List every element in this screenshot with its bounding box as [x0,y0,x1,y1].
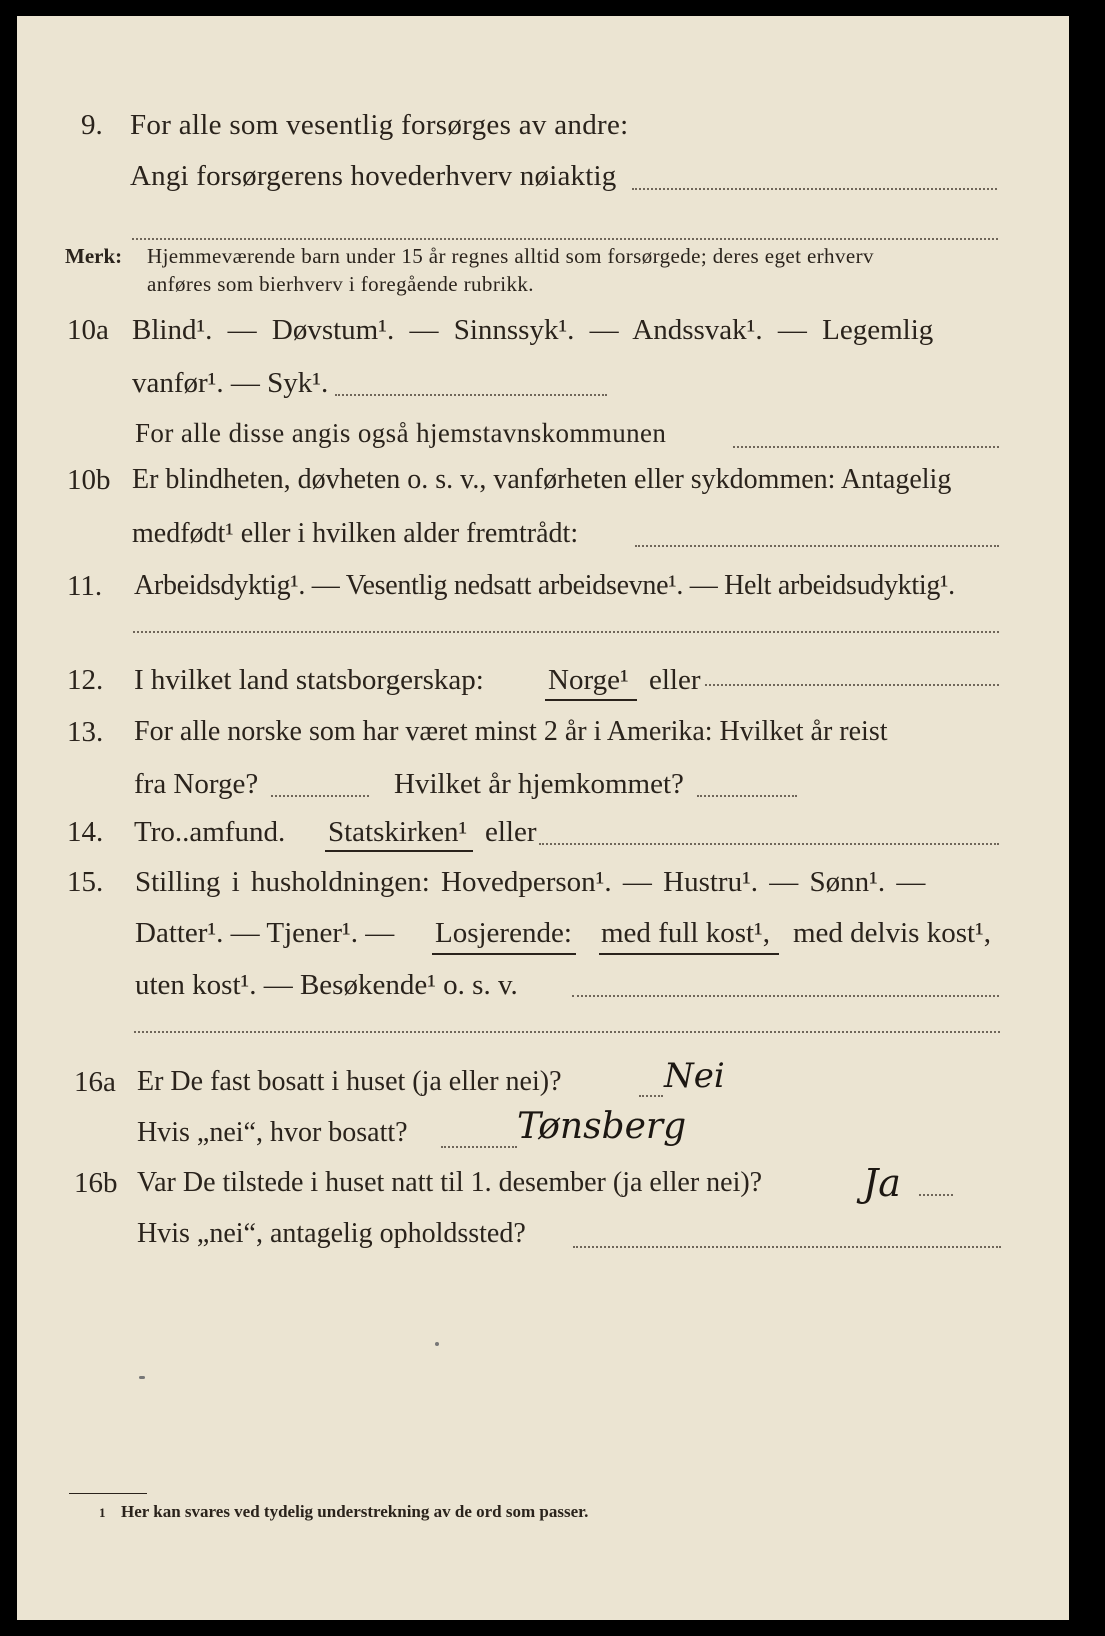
merk-line2: anføres som bierhverv i foregående rubrikk. [147,272,534,296]
footnote-mark: 1 [99,1505,106,1520]
q10b-number: 10b [67,464,111,496]
q10a-line3: For alle disse angis også hjemstavnskommunen [135,418,667,448]
q13-line1: For alle norske som har været minst 2 år i Amerika: Hvilket år reist [134,716,888,747]
q12-suffix: eller [649,664,701,696]
q9-number: 9. [81,109,103,141]
q13-answer-line-1 [271,795,369,797]
q10a-number: 10a [67,314,109,346]
q15-losjerende: Losjerende: [435,917,572,949]
paper-speck [435,1342,439,1346]
q14-prefix: Tro..amfund. [134,816,286,848]
q9-line2: Angi forsørgerens hovederhverv nøiaktig [130,160,617,192]
q15-number: 15. [67,866,104,898]
paper-speck [139,1376,145,1379]
merk-line1: Hjemmeværende barn under 15 år regnes alltid som forsørgede; deres eget erhverv [147,244,874,268]
q13-number: 13. [67,716,104,748]
footnote-rule [69,1493,147,1494]
q9-answer-line-2 [132,238,998,240]
q14-suffix: eller [485,816,537,848]
q15-fullkost: med full kost¹, [601,917,770,949]
q9-line1: For alle som vesentlig forsørges av andre: [130,109,629,141]
q10b-answer-line [635,545,999,547]
q15-line3: uten kost¹. — Besøkende¹ o. s. v. [135,969,518,1001]
q16b-line1: Var De tilstede i huset natt til 1. desember (ja eller nei)? [137,1167,763,1198]
q16a-line2: Hvis „nei“, hvor bosatt? [137,1117,408,1148]
q10b-line2: medfødt¹ eller i hvilken alder fremtrådt: [132,518,579,549]
q16b-answer-line [919,1194,953,1196]
census-form-page [17,16,1069,1620]
q16b-handwritten-answer: Ja [863,1161,901,1205]
q14-statskirken: Statskirken¹ [328,816,468,848]
q9-answer-line [632,188,997,190]
footnote-text: Her kan svares ved tydelig understrekning av de ord som passer. [121,1502,589,1521]
q14-statskirken-underline [325,850,473,852]
q13-line2b: Hvilket år hjemkommet? [394,768,684,800]
q15-answer-line-2 [134,1031,1000,1033]
q14-number: 14. [67,816,104,848]
q16a-number: 16a [74,1066,116,1098]
q12-norge-underline [545,699,637,701]
q10b-line1: Er blindheten, døvheten o. s. v., vanførheten eller sykdommen: Antagelig [132,464,952,495]
q16a-handwritten-answer-2: Tønsberg [517,1106,687,1147]
q10a-line2: vanfør¹. — Syk¹. [132,367,329,399]
q15-losjerende-underline [432,953,576,955]
q15-answer-line [572,995,999,997]
q15-line2b: med delvis kost¹, [793,917,991,949]
q16b-number: 16b [74,1167,118,1199]
q15-line2a: Datter¹. — Tjener¹. — [135,917,395,949]
q16b-answer-line-2 [573,1246,1001,1248]
q12-prefix: I hvilket land statsborgerskap: [134,664,484,696]
q12-answer-line [705,684,999,686]
q11-line1: Arbeidsdyktig¹. — Vesentlig nedsatt arbeidsevne¹. — Helt arbeidsudyktig¹. [134,570,955,601]
q10a-answer-line-2 [733,446,999,448]
q11-answer-line [133,631,999,633]
q14-answer-line [539,843,999,845]
q15-fullkost-underline [599,953,779,955]
q10a-answer-line [335,394,607,396]
q15-line1: Stilling i husholdningen: Hovedperson¹. — Hustru¹. — Sønn¹. — [135,866,926,898]
q16a-handwritten-answer-1: Nei [664,1056,725,1096]
q16a-answer-line-2 [441,1146,517,1148]
merk-label: Merk: [65,244,123,268]
q12-number: 12. [67,664,104,696]
q12-norge: Norge¹ [548,664,629,696]
q16b-line2: Hvis „nei“, antagelig opholdssted? [137,1218,526,1249]
q13-answer-line-2 [697,795,797,797]
q10a-line1: Blind¹. — Døvstum¹. — Sinnssyk¹. — Andssvak¹. — Legemlig [132,314,934,346]
q11-number: 11. [67,570,103,602]
q16a-answer-line [639,1095,663,1097]
q13-line2a: fra Norge? [134,768,259,800]
q16a-line1: Er De fast bosatt i huset (ja eller nei)? [137,1066,562,1097]
